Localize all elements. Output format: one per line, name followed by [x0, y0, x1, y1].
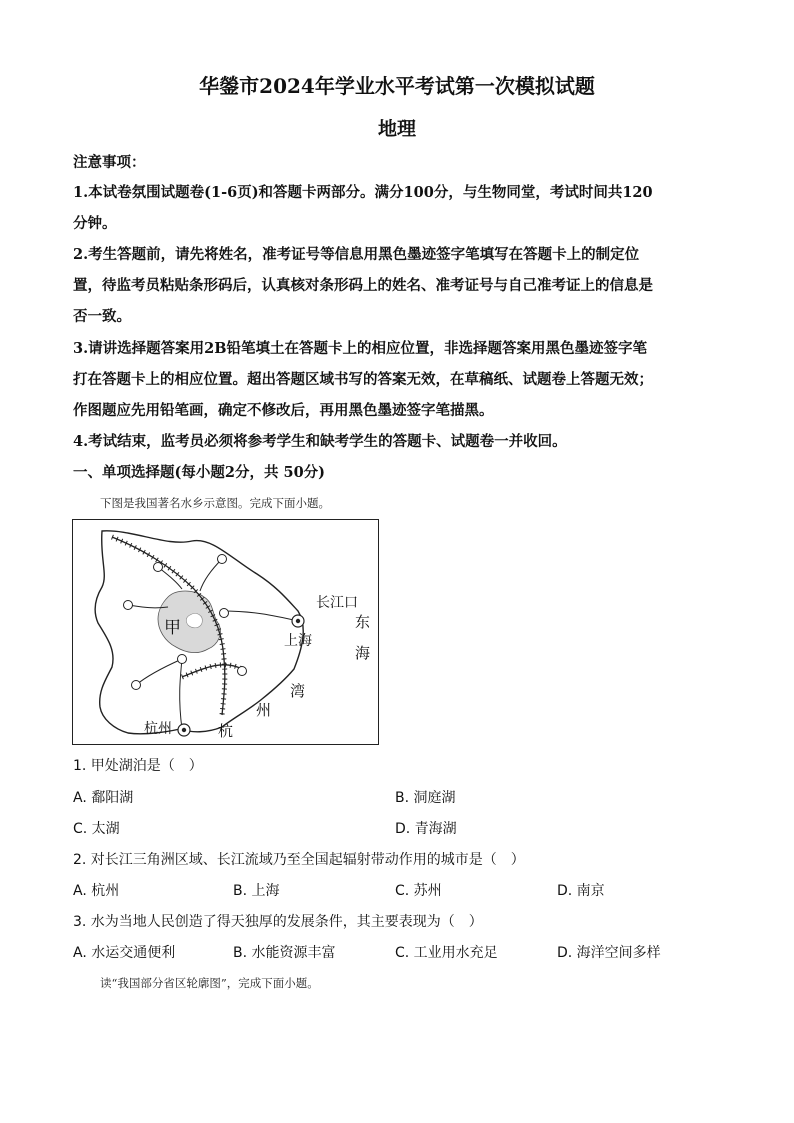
question-2-option-b: B. 上海: [233, 883, 280, 899]
note-2-line-2: 置，待监考员粘贴条形码后，认真核对条形码上的姓名、准考证号与自己准考证上的信息是: [73, 277, 653, 294]
question-3-option-a: A. 水运交通便利: [73, 945, 176, 961]
note-3-line-1: 3.请讲选择题答案用2B铅笔填土在答题卡上的相应位置，非选择题答案用黑色墨迹签字笔: [73, 340, 647, 357]
notes-heading: 注意事项：: [73, 154, 146, 171]
question-1-option-a: A. 鄱阳湖: [73, 790, 134, 806]
note-1-line-1: 1.本试卷氛围试题卷(1-6页)和答题卡两部分。满分100分，与生物同堂，考试时间共120: [73, 184, 653, 201]
next-map-intro: 读“我国部分省区轮廓图”，完成下面小题。: [100, 976, 319, 990]
note-3-line-2: 打在答题卡上的相应位置。超出答题区域书写的答案无效，在草稿纸、试题卷上答题无效；: [73, 371, 653, 388]
question-2-stem: 2. 对长江三角洲区域、长江流域乃至全国起辐射带动作用的城市是（ ）: [73, 852, 525, 868]
question-3-option-c: C. 工业用水充足: [395, 945, 498, 961]
question-1-option-b: B. 洞庭湖: [395, 790, 456, 806]
label-changjiangkou: 长江口: [316, 595, 358, 611]
question-1-stem: 1. 甲处湖泊是（ ）: [73, 758, 203, 774]
water-town-map: [72, 519, 379, 745]
label-shanghai: 上海: [284, 633, 312, 649]
label-dong: 东: [355, 613, 371, 631]
question-2-option-a: A. 杭州: [73, 883, 120, 899]
exam-title: 华鎣市2024年学业水平考试第一次模拟试题: [199, 74, 595, 98]
label-hai: 海: [355, 644, 371, 662]
label-zhou: 州: [256, 701, 272, 719]
map-frame: [73, 520, 379, 745]
question-3-option-b: B. 水能资源丰富: [233, 945, 336, 961]
question-2-option-c: C. 苏州: [395, 883, 442, 899]
question-1-option-c: C. 太湖: [73, 821, 120, 837]
map-intro: 下图是我国著名水乡示意图。完成下面小题。: [100, 496, 330, 510]
exam-subject: 地理: [377, 118, 416, 140]
label-jia: 甲: [164, 618, 181, 638]
question-2-option-d: D. 南京: [557, 883, 605, 899]
section-heading: 一、单项选择题(每小题2分，共 50分): [73, 464, 326, 481]
note-2-line-1: 2.考生答题前，请先将姓名，准考证号等信息用黑色墨迹签字笔填写在答题卡上的制定位: [73, 246, 640, 263]
label-hangzhou: 杭州: [144, 721, 172, 737]
question-1-option-d: D. 青海湖: [395, 821, 457, 837]
note-3-line-3: 作图题应先用铅笔画，确定不修改后，再用黑色墨迹签字笔描黑。: [73, 402, 494, 419]
note-2-line-3: 否一致。: [73, 308, 131, 325]
question-3-option-d: D. 海洋空间多样: [557, 945, 661, 961]
lake-island: [186, 613, 202, 627]
label-hang: 杭: [218, 722, 234, 740]
question-3-stem: 3. 水为当地人民创造了得天独厚的发展条件，其主要表现为（ ）: [73, 914, 483, 930]
note-1-line-2: 分钟。: [73, 215, 117, 232]
note-4-line-1: 4.考试结束，监考员必须将参考学生和缺考学生的答题卡、试题卷一并收回。: [73, 433, 567, 450]
label-wan: 湾: [290, 682, 306, 700]
